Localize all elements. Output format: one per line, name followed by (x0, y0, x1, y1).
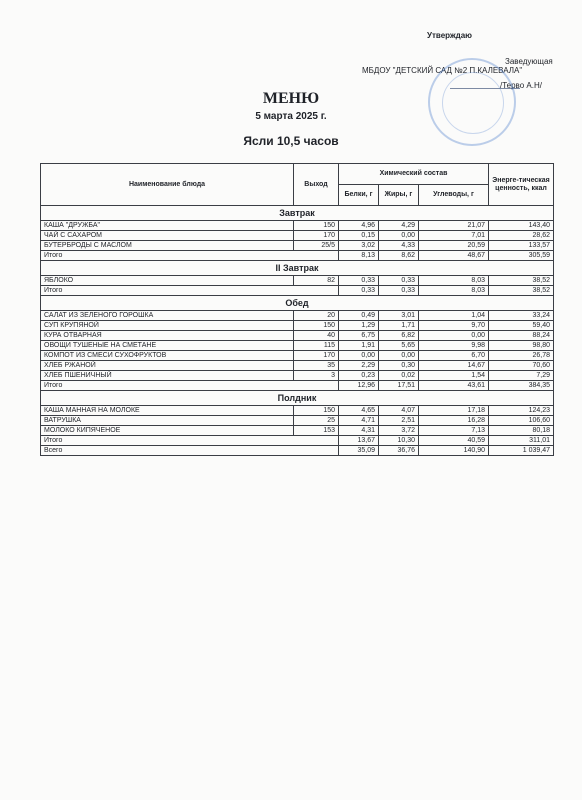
dish-name: ХЛЕБ РЖАНОЙ (41, 361, 294, 371)
section-title: Завтрак (41, 206, 554, 221)
dish-energy: 80,18 (489, 426, 554, 436)
dish-output: 150 (294, 406, 339, 416)
menu-date: 5 марта 2025 г. (255, 111, 327, 122)
dish-output: 82 (294, 276, 339, 286)
grand-total-row (41, 446, 554, 456)
grand-total-energy: 1 039,47 (489, 446, 554, 456)
approval-position: Заведующая (505, 57, 553, 66)
dish-fat: 4,33 (379, 241, 419, 251)
table-row (41, 426, 554, 436)
dish-protein: 3,02 (339, 241, 379, 251)
table-row (41, 221, 554, 231)
dish-energy: 98,80 (489, 341, 554, 351)
section-title: II Завтрак (41, 261, 554, 276)
section-total-row (41, 251, 554, 261)
dish-protein: 0,15 (339, 231, 379, 241)
total-protein: 0,33 (339, 286, 379, 296)
table-row (41, 231, 554, 241)
dish-name: БУТЕРБРОДЫ С МАСЛОМ (41, 241, 294, 251)
dish-carbs: 6,70 (419, 351, 489, 361)
total-energy: 38,52 (489, 286, 554, 296)
total-label: Итого (41, 436, 339, 446)
header-chem: Химический состав (339, 164, 489, 185)
dish-fat: 0,33 (379, 276, 419, 286)
approval-organization: МБДОУ "ДЕТСКИЙ САД №2 П.КАЛЕВАЛА" (362, 66, 523, 75)
dish-protein: 4,65 (339, 406, 379, 416)
dish-energy: 26,78 (489, 351, 554, 361)
dish-protein: 6,75 (339, 331, 379, 341)
section-title: Полдник (41, 391, 554, 406)
dish-name: СУП КРУПЯНОЙ (41, 321, 294, 331)
dish-carbs: 20,59 (419, 241, 489, 251)
dish-name: ЧАЙ С САХАРОМ (41, 231, 294, 241)
dish-fat: 0,30 (379, 361, 419, 371)
dish-fat: 4,29 (379, 221, 419, 231)
dish-protein: 4,71 (339, 416, 379, 426)
group-name: Ясли 10,5 часов (243, 134, 339, 148)
grand-total-carbs: 140,90 (419, 446, 489, 456)
table-row (41, 321, 554, 331)
dish-fat: 1,71 (379, 321, 419, 331)
dish-protein: 1,29 (339, 321, 379, 331)
dish-output: 170 (294, 231, 339, 241)
header-protein: Белки, г (339, 185, 379, 206)
approval-signature: /Терво А.Н/ (500, 81, 542, 90)
section-header (41, 296, 554, 311)
dish-carbs: 7,01 (419, 231, 489, 241)
total-carbs: 43,61 (419, 381, 489, 391)
table-row (41, 241, 554, 251)
dish-name: ХЛЕБ ПШЕНИЧНЫЙ (41, 371, 294, 381)
dish-carbs: 1,54 (419, 371, 489, 381)
dish-carbs: 8,03 (419, 276, 489, 286)
menu-table (40, 163, 554, 456)
dish-name: МОЛОКО КИПЯЧЕНОЕ (41, 426, 294, 436)
section-title: Обед (41, 296, 554, 311)
total-label: Итого (41, 286, 339, 296)
dish-carbs: 17,18 (419, 406, 489, 416)
dish-fat: 0,00 (379, 231, 419, 241)
dish-energy: 59,40 (489, 321, 554, 331)
dish-name: ОВОЩИ ТУШЕНЫЕ НА СМЕТАНЕ (41, 341, 294, 351)
dish-energy: 28,62 (489, 231, 554, 241)
total-fat: 8,62 (379, 251, 419, 261)
dish-output: 35 (294, 361, 339, 371)
dish-protein: 0,00 (339, 351, 379, 361)
dish-name: КОМПОТ ИЗ СМЕСИ СУХОФРУКТОВ (41, 351, 294, 361)
dish-energy: 70,60 (489, 361, 554, 371)
dish-energy: 7,29 (489, 371, 554, 381)
table-row (41, 351, 554, 361)
dish-output: 150 (294, 321, 339, 331)
dish-protein: 0,33 (339, 276, 379, 286)
page-title: МЕНЮ (262, 90, 320, 107)
total-fat: 17,51 (379, 381, 419, 391)
dish-output: 20 (294, 311, 339, 321)
total-carbs: 8,03 (419, 286, 489, 296)
total-protein: 8,13 (339, 251, 379, 261)
table-row (41, 341, 554, 351)
dish-output: 3 (294, 371, 339, 381)
section-header (41, 206, 554, 221)
total-energy: 311,01 (489, 436, 554, 446)
dish-fat: 4,07 (379, 406, 419, 416)
dish-output: 115 (294, 341, 339, 351)
dish-carbs: 21,07 (419, 221, 489, 231)
dish-fat: 0,02 (379, 371, 419, 381)
dish-energy: 143,40 (489, 221, 554, 231)
dish-output: 170 (294, 351, 339, 361)
table-row (41, 361, 554, 371)
total-fat: 0,33 (379, 286, 419, 296)
grand-total-fat: 36,76 (379, 446, 419, 456)
header-output: Выход (294, 164, 339, 206)
section-total-row (41, 381, 554, 391)
dish-carbs: 14,67 (419, 361, 489, 371)
section-total-row (41, 436, 554, 446)
dish-fat: 6,82 (379, 331, 419, 341)
dish-energy: 133,57 (489, 241, 554, 251)
total-protein: 12,96 (339, 381, 379, 391)
section-total-row (41, 286, 554, 296)
table-row (41, 406, 554, 416)
section-header (41, 261, 554, 276)
total-carbs: 40,59 (419, 436, 489, 446)
dish-fat: 0,00 (379, 351, 419, 361)
table-row (41, 416, 554, 426)
dish-protein: 4,31 (339, 426, 379, 436)
dish-fat: 3,01 (379, 311, 419, 321)
dish-name: КАША МАННАЯ НА МОЛОКЕ (41, 406, 294, 416)
grand-total-label: Всего (41, 446, 339, 456)
dish-output: 150 (294, 221, 339, 231)
grand-total-protein: 35,09 (339, 446, 379, 456)
dish-carbs: 16,28 (419, 416, 489, 426)
total-label: Итого (41, 381, 339, 391)
dish-energy: 88,24 (489, 331, 554, 341)
table-row (41, 331, 554, 341)
dish-name: КАША "ДРУЖБА" (41, 221, 294, 231)
dish-fat: 3,72 (379, 426, 419, 436)
dish-protein: 1,91 (339, 341, 379, 351)
dish-carbs: 7,13 (419, 426, 489, 436)
approval-title: Утверждаю (427, 31, 472, 40)
table-row (41, 311, 554, 321)
header-dish: Наименование блюда (41, 164, 294, 206)
dish-protein: 0,49 (339, 311, 379, 321)
total-energy: 384,35 (489, 381, 554, 391)
dish-output: 25 (294, 416, 339, 426)
dish-energy: 124,23 (489, 406, 554, 416)
dish-protein: 0,23 (339, 371, 379, 381)
dish-energy: 106,60 (489, 416, 554, 426)
dish-output: 40 (294, 331, 339, 341)
dish-protein: 2,29 (339, 361, 379, 371)
dish-name: САЛАТ ИЗ ЗЕЛЕНОГО ГОРОШКА (41, 311, 294, 321)
total-fat: 10,30 (379, 436, 419, 446)
dish-fat: 2,51 (379, 416, 419, 426)
total-energy: 305,59 (489, 251, 554, 261)
dish-output: 25/5 (294, 241, 339, 251)
table-row (41, 276, 554, 286)
dish-carbs: 9,70 (419, 321, 489, 331)
dish-protein: 4,96 (339, 221, 379, 231)
total-label: Итого (41, 251, 339, 261)
dish-energy: 33,24 (489, 311, 554, 321)
dish-name: ВАТРУШКА (41, 416, 294, 426)
dish-carbs: 9,98 (419, 341, 489, 351)
dish-name: ЯБЛОКО (41, 276, 294, 286)
header-carbs: Углеводы, г (419, 185, 489, 206)
dish-carbs: 1,04 (419, 311, 489, 321)
dish-carbs: 0,00 (419, 331, 489, 341)
header-fat: Жиры, г (379, 185, 419, 206)
total-protein: 13,67 (339, 436, 379, 446)
header-energy: Энерге-тическая ценность, ккал (489, 164, 554, 206)
section-header (41, 391, 554, 406)
table-row (41, 371, 554, 381)
dish-name: КУРА ОТВАРНАЯ (41, 331, 294, 341)
dish-fat: 5,65 (379, 341, 419, 351)
dish-output: 153 (294, 426, 339, 436)
dish-energy: 38,52 (489, 276, 554, 286)
total-carbs: 48,67 (419, 251, 489, 261)
